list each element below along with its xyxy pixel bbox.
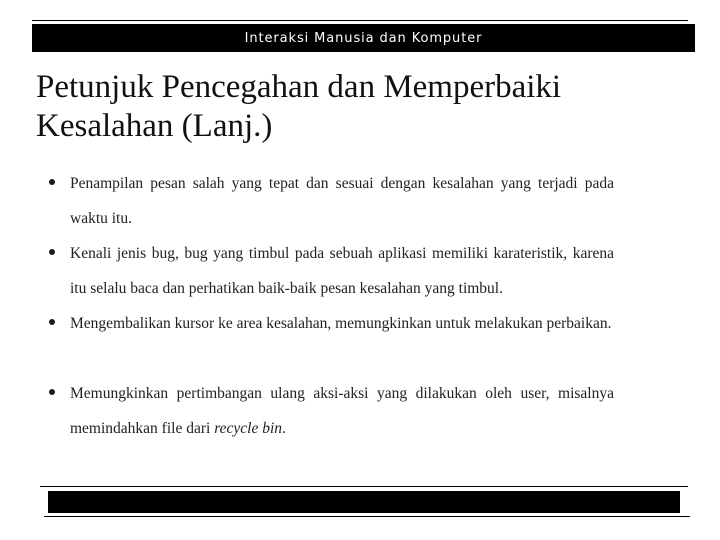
header-bar <box>32 24 695 52</box>
bullet-text: Kenali jenis bug, bug yang timbul pada sebuah aplikasi memiliki karateristik, karena itu selalu baca dan perhatikan baik-baik pesan kesalahan yang timbul. <box>70 245 614 297</box>
slide-title: Petunjuk Pencegahan dan Memperbaiki Kesalahan (Lanj.) <box>36 69 562 144</box>
footer-top-rule <box>40 486 688 487</box>
footer-bottom-rule <box>44 516 690 517</box>
bullet-item <box>44 166 614 236</box>
bullet-dot-icon <box>49 179 55 185</box>
bullet-item <box>44 236 614 306</box>
bullet-item <box>44 306 614 376</box>
bullet-text: Mengembalikan kursor ke area kesalahan, memungkinkan untuk melakukan perbaikan. <box>70 315 612 332</box>
course-title: Interaksi Manusia dan Komputer <box>244 30 483 46</box>
bullet-list <box>44 166 614 446</box>
header-top-rule <box>32 20 688 21</box>
bullet-text-italic: recycle bin <box>214 420 283 437</box>
bullet-dot-icon <box>49 249 55 255</box>
bullet-text-end: . <box>282 420 286 437</box>
bullet-dot-icon <box>49 389 55 395</box>
bullet-text: Penampilan pesan salah yang tepat dan sesuai dengan kesalahan yang terjadi pada waktu itu. <box>70 175 614 227</box>
bullet-item <box>44 376 614 446</box>
bullet-dot-icon <box>49 319 55 325</box>
bullet-text: Memungkinkan pertimbangan ulang aksi-aksi yang dilakukan oleh user, misalnya memindahkan file dari <box>70 385 614 437</box>
footer-bar <box>48 491 680 513</box>
